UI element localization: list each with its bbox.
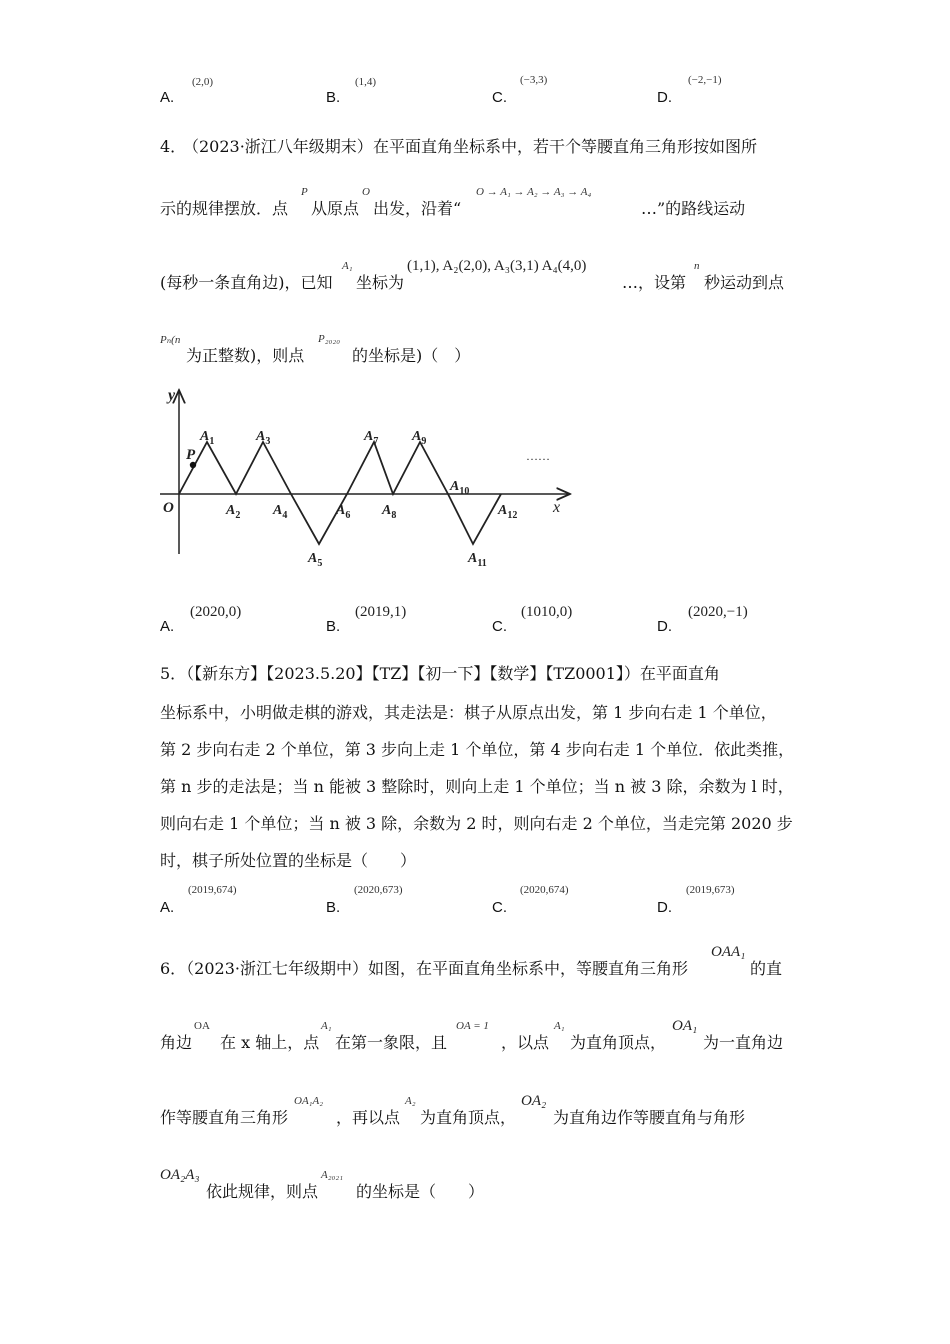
q4-option-d-value: (2020,−1) [688,604,748,620]
q5-line5: 则向右走 1 个单位；当 n 被 3 除，余数为 2 时，则向右走 2 个单位，当走完第 2020 步 [160,814,793,833]
q6-a1-symbol: A₁ [321,1020,332,1032]
q3-option-d-value: (−2,−1) [688,74,722,86]
q4-line1: 在平面直角坐标系中，若干个等腰直角三角形按如图所 [373,137,758,156]
vertex-label-a10: $A_{10}$ [450,479,470,497]
q3-option-b-value: (1,4) [355,76,377,88]
q3-option-c-value: (−3,3) [520,74,548,86]
q4-line2-d: …”的路线运动 [641,199,746,218]
q4-line4-a: 为正整数)，则点 [186,346,305,365]
vertex-label-a4: $A_4$ [273,503,288,521]
q6-oa2-symbol: OA₂ [521,1093,547,1109]
q4-line3-c: …，设第 [622,273,687,292]
ellipsis-dots: …… [526,449,550,463]
q4-a1-symbol: A₁ [342,260,353,272]
q5-option-a-letter[interactable]: A. [160,899,175,916]
q5-line6: 时，棋子所处位置的坐标是（ ） [160,851,417,870]
q4-option-c-letter[interactable]: C. [492,618,507,635]
q5-line3: 第 2 步向右走 2 个单位，第 3 步向上走 1 个单位，第 4 步向右走 1 个单位．依此类推， [160,740,795,759]
q5-option-d-letter[interactable]: D. [657,899,672,916]
origin-label: O [163,500,174,516]
q4-line3-d: 秒运动到点 [704,273,785,292]
q3-option-a-value: (2,0) [192,76,214,88]
q5-option-c-value: (2020,674) [520,884,569,896]
q6-line3-d: 为直角边作等腰直角与角形 [553,1108,746,1127]
vertex-label-a12: $A_{12}$ [498,503,518,521]
q6-oaa1-symbol: OAA₁ [711,944,746,960]
q6-oa-symbol: OA [194,1020,210,1032]
y-label: y [168,387,176,404]
q6-line1-a: 6．（2023·浙江七年级期中）如图，在平面直角坐标系中，等腰直角三角形 [160,959,688,978]
vertex-label-a2: $A_2$ [226,503,241,521]
q3-option-a-letter[interactable]: A. [160,89,175,106]
q5-option-d-value: (2019,673) [686,884,735,896]
vertex-label-a1: $A_1$ [200,429,215,447]
q3-option-d-letter[interactable]: D. [657,89,672,106]
q6-line2-d: ，以点 [501,1033,550,1052]
q4-n-symbol: n [694,260,700,272]
q5-option-a-value: (2019,674) [188,884,237,896]
q4-option-b-letter[interactable]: B. [326,618,341,635]
q4-line2-b: 从原点 [311,199,360,218]
q6-line1-b: 的直 [750,959,783,978]
vertex-label-a3: $A_3$ [256,429,271,447]
q6-a2021-symbol: A₂₀₂₁ [321,1169,344,1181]
vertex-label-a9: $A_9$ [412,429,427,447]
q6-line2-a: 角边 [160,1033,193,1052]
q6-a2-symbol: A₂ [405,1095,416,1107]
q6-line3-a: 作等腰直角三角形 [160,1108,289,1127]
q4-o-symbol: O [362,186,370,198]
q4-coordinates: (1,1), A₂(2,0), A₃(3,1) A₄(4,0) [407,258,587,274]
q6-line2-f: 为一直角边 [703,1033,784,1052]
q5-option-c-letter[interactable]: C. [492,899,507,916]
q6-line4-a: 依此规律，则点 [206,1182,319,1201]
q5-option-b-value: (2020,673) [354,884,403,896]
q5-line2: 坐标系中，小明做走棋的游戏，其走法是：棋子从原点出发，第 1 步向右走 1 个单位， [160,703,777,722]
q4-option-b-value: (2019,1) [355,604,407,620]
q6-oa-eq-1: OA = 1 [456,1020,489,1032]
vertex-label-a6: $A_6$ [336,503,351,521]
x-label: x [553,499,561,516]
p-label: P [186,447,196,463]
q5-line4: 第 n 步的走法是；当 n 能被 3 整除时，则向上走 1 个单位；当 n 被 3 除，余数为 l 时， [160,777,794,796]
q6-oa1a2-symbol: OA₁A₂ [294,1095,324,1107]
q6-line2-e: 为直角顶点， [570,1033,667,1052]
q4-option-c-value: (1010,0) [521,604,573,620]
q3-option-c-letter[interactable]: C. [492,89,507,106]
q4-line2-a: 示的规律摆放．点 [160,199,289,218]
vertex-label-a8: $A_8$ [382,503,397,521]
q4-line3-b: 坐标为 [356,273,405,292]
q4-source: （2023·浙江八年级期末） [183,137,373,156]
vertex-label-a7: $A_7$ [364,429,379,447]
q4-line4-b: 的坐标是)（ ） [352,346,471,365]
q4-option-a-letter[interactable]: A. [160,618,175,635]
q6-oa1-symbol: OA₁ [672,1018,698,1034]
q6-line4-b: 的坐标是（ ） [356,1182,485,1201]
q6-a1b-symbol: A₁ [554,1020,565,1032]
vertex-labels [199,429,517,569]
q5-option-b-letter[interactable]: B. [326,899,341,916]
q4-number: 4． [160,137,187,156]
q6-line2-b: 在 x 轴上，点 [220,1033,320,1052]
q5-line1: 5．（【新东方】【2023.5.20】【TZ】【初一下】【数学】【TZ0001】）在平面直角 [160,664,720,683]
q4-figure [150,380,590,580]
q4-option-a-value: (2020,0) [190,604,242,620]
q6-line3-b: ，再以点 [336,1108,401,1127]
q6-oa2a3-symbol: OA₂A₃ [160,1167,200,1183]
q4-p-symbol: P [301,186,308,198]
vertex-label-a5: $A_5$ [308,551,323,569]
q6-line2-c: 在第一象限，且 [335,1033,448,1052]
q6-line3-c: 为直角顶点， [420,1108,517,1127]
q4-p2020-symbol: P₂₀₂₀ [318,333,341,345]
q4-path: O → A₁ → A₂ → A₃ → A₄ [476,186,592,198]
vertex-label-a11: $A_{11}$ [468,551,487,569]
q4-line2-c: 出发，沿着“ [373,199,462,218]
q4-line3-a: (每秒一条直角边)，已知 [160,273,333,292]
q4-option-d-letter[interactable]: D. [657,618,672,635]
q3-option-b-letter[interactable]: B. [326,89,341,106]
q4-pn-symbol: Pₙ(n [160,334,181,346]
